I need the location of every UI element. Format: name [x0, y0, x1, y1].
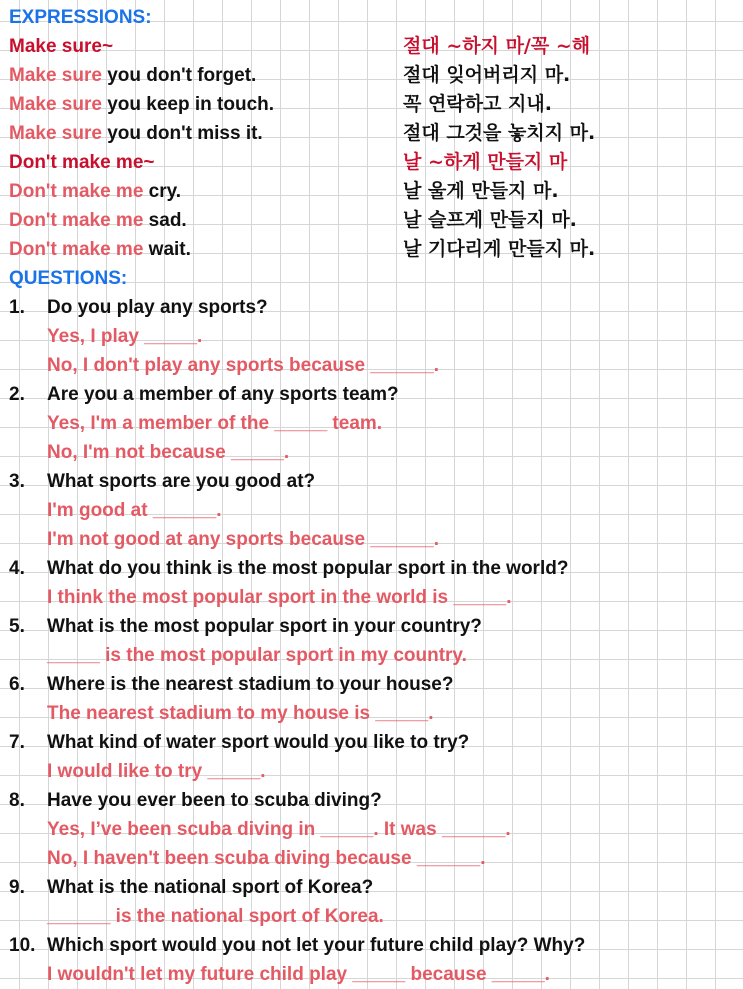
- question-text: Are you a member of any sports team?: [47, 384, 399, 405]
- expression-korean: 날 ~하게 만들지 마: [403, 151, 568, 173]
- expression-korean: 날 기다리게 만들지 마.: [403, 238, 596, 260]
- expression-lead: Make sure: [9, 65, 102, 86]
- expression-rest: you keep in touch.: [101, 94, 275, 115]
- answer-template: I'm good at ______.: [47, 500, 222, 521]
- expression-lead: Make sure: [9, 94, 102, 115]
- answer-template: I wouldn't let my future child play _____ because _____.: [47, 964, 550, 985]
- answer-template: Yes, I’ve been scuba diving in _____. It was ______.: [47, 819, 511, 840]
- expression-rest: wait.: [143, 239, 191, 260]
- question-text: Do you play any sports?: [47, 297, 268, 318]
- answer-template: _____ is the most popular sport in my country.: [47, 645, 467, 666]
- answer-template: I'm not good at any sports because ______.: [47, 529, 440, 550]
- question-text: What sports are you good at?: [47, 471, 316, 492]
- expression-row: [9, 119, 263, 148]
- answer-template: I think the most popular sport in the world is _____.: [47, 587, 512, 608]
- expression-rest: cry.: [143, 181, 182, 202]
- expression-lead: Make sure~: [9, 36, 114, 57]
- question-number: 10.: [9, 935, 36, 956]
- expression-korean: 절대 ~하지 마/꼭 ~해: [403, 35, 591, 57]
- expression-lead: Don't make me: [9, 181, 144, 202]
- question-number: 8.: [9, 790, 25, 811]
- questions-heading: QUESTIONS:: [9, 268, 128, 289]
- question-number: 4.: [9, 558, 25, 579]
- question-number: 2.: [9, 384, 25, 405]
- expression-lead: Don't make me: [9, 239, 144, 260]
- question-text: Have you ever been to scuba diving?: [47, 790, 382, 811]
- question-number: 1.: [9, 297, 25, 318]
- answer-template: Yes, I play _____.: [47, 326, 203, 347]
- question-text: What do you think is the most popular sport in the world?: [47, 558, 569, 579]
- answer-template: I would like to try _____.: [47, 761, 266, 782]
- expression-korean: 날 울게 만들지 마.: [403, 180, 559, 202]
- question-number: 6.: [9, 674, 25, 695]
- expression-rest: sad.: [143, 210, 187, 231]
- answer-template: No, I'm not because _____.: [47, 442, 290, 463]
- expression-korean: 꼭 연락하고 지내.: [403, 93, 552, 115]
- expression-row: [9, 32, 113, 61]
- question-number: 5.: [9, 616, 25, 637]
- question-text: Where is the nearest stadium to your house?: [47, 674, 454, 695]
- expression-korean: 절대 잊어버리지 마.: [403, 64, 571, 86]
- expression-korean: 날 슬프게 만들지 마.: [403, 209, 577, 231]
- expression-rest: you don't forget.: [101, 65, 257, 86]
- expression-row: [9, 61, 256, 90]
- expression-korean: 절대 그것을 놓치지 마.: [403, 122, 596, 144]
- expression-lead: Make sure: [9, 123, 102, 144]
- answer-template: No, I don't play any sports because ______.: [47, 355, 440, 376]
- answer-template: Yes, I'm a member of the _____ team.: [47, 413, 383, 434]
- question-number: 9.: [9, 877, 25, 898]
- expression-row: [9, 177, 181, 206]
- question-number: 3.: [9, 471, 25, 492]
- question-text: Which sport would you not let your future child play? Why?: [47, 935, 586, 956]
- question-text: What is the national sport of Korea?: [47, 877, 374, 898]
- question-number: 7.: [9, 732, 25, 753]
- expression-rest: you don't miss it.: [101, 123, 263, 144]
- question-text: What is the most popular sport in your country?: [47, 616, 482, 637]
- expression-row: [9, 235, 191, 264]
- expression-row: [9, 148, 155, 177]
- expressions-heading: EXPRESSIONS:: [9, 7, 152, 28]
- answer-template: ______ is the national sport of Korea.: [47, 906, 384, 927]
- answer-template: The nearest stadium to my house is _____.: [47, 703, 434, 724]
- expression-lead: Don't make me: [9, 210, 144, 231]
- expression-lead: Don't make me~: [9, 152, 155, 173]
- expression-row: [9, 90, 274, 119]
- answer-template: No, I haven't been scuba diving because ______.: [47, 848, 486, 869]
- expression-row: [9, 206, 187, 235]
- question-text: What kind of water sport would you like to try?: [47, 732, 470, 753]
